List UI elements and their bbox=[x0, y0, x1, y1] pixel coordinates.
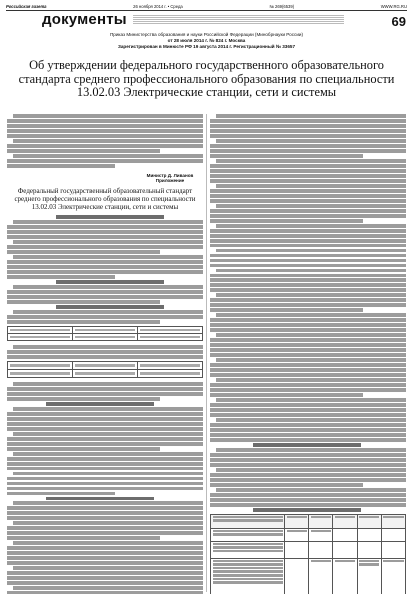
cell-text bbox=[75, 329, 135, 332]
table-cell bbox=[8, 334, 73, 341]
document-title: Об утверждении федерального государственного образовательного стандарта среднего профессионального образования по специальности 13.02.03 Электрические станции, сети и системы bbox=[18, 58, 395, 100]
text-line bbox=[7, 526, 203, 530]
text-line bbox=[359, 563, 379, 566]
table-cell bbox=[285, 541, 309, 558]
text-line bbox=[210, 478, 406, 482]
text-line bbox=[7, 591, 203, 594]
text-line bbox=[7, 355, 203, 359]
text-line bbox=[210, 174, 406, 178]
text-line bbox=[7, 457, 203, 461]
text-line bbox=[7, 531, 203, 535]
text-line bbox=[210, 129, 406, 133]
table-1 bbox=[7, 326, 203, 341]
text-line bbox=[216, 293, 406, 297]
text-line bbox=[210, 144, 406, 148]
text-line bbox=[210, 433, 406, 437]
text-line bbox=[13, 114, 203, 118]
table-row bbox=[8, 361, 203, 369]
text-line bbox=[7, 149, 160, 153]
text-line bbox=[210, 318, 406, 322]
text-line bbox=[210, 453, 406, 457]
text-line bbox=[210, 119, 406, 123]
text-line bbox=[7, 134, 203, 138]
table-cell bbox=[333, 528, 357, 541]
text-line bbox=[7, 225, 203, 229]
text-line bbox=[7, 462, 203, 466]
text-line bbox=[7, 427, 203, 431]
text-line bbox=[13, 407, 203, 411]
text-line bbox=[7, 129, 203, 133]
text-line bbox=[7, 265, 203, 269]
section-header bbox=[42, 12, 344, 26]
text-line bbox=[13, 154, 203, 158]
cell-text bbox=[75, 336, 135, 339]
text-line bbox=[7, 511, 203, 515]
table-cell bbox=[8, 327, 73, 334]
cell-text bbox=[140, 329, 200, 332]
text-line bbox=[7, 144, 203, 148]
issue-number: № 269(6539) bbox=[269, 3, 295, 9]
table-cell bbox=[73, 361, 138, 369]
cell-text bbox=[140, 372, 200, 375]
text-line bbox=[210, 368, 406, 372]
text-line bbox=[213, 543, 283, 546]
text-line bbox=[7, 397, 160, 401]
text-line bbox=[210, 343, 406, 347]
table-row bbox=[211, 528, 406, 541]
text-line bbox=[7, 477, 203, 481]
text-line bbox=[210, 124, 406, 128]
text-line bbox=[216, 418, 406, 422]
text-line bbox=[13, 472, 203, 476]
text-line bbox=[13, 382, 203, 386]
text-line bbox=[210, 189, 406, 193]
issue-date: 26 ноября 2014 г. • Среда bbox=[133, 3, 183, 9]
order-date-number: от 28 июля 2014 г. № 824 г. Москва bbox=[167, 38, 246, 44]
minister-signature bbox=[137, 173, 203, 184]
text-line bbox=[7, 295, 203, 299]
text-line bbox=[210, 503, 406, 507]
text-line bbox=[216, 249, 406, 253]
text-line bbox=[210, 179, 406, 183]
table-cell bbox=[211, 514, 285, 528]
text-line bbox=[7, 576, 203, 580]
text-line bbox=[46, 402, 154, 406]
table-cell bbox=[309, 528, 333, 541]
text-line bbox=[7, 536, 160, 540]
text-line bbox=[210, 403, 406, 407]
text-line bbox=[7, 230, 203, 234]
text-line bbox=[7, 546, 203, 550]
table-cell bbox=[309, 541, 333, 558]
table-row bbox=[8, 327, 203, 334]
text-line bbox=[210, 383, 406, 387]
cell-text bbox=[140, 364, 200, 367]
table-cell bbox=[138, 327, 203, 334]
table-cell bbox=[138, 334, 203, 341]
text-line bbox=[287, 516, 307, 519]
text-line bbox=[7, 506, 203, 510]
table-cell bbox=[8, 361, 73, 369]
text-line bbox=[7, 124, 203, 128]
text-line bbox=[210, 149, 406, 153]
table-cell bbox=[211, 558, 285, 594]
text-line bbox=[216, 448, 406, 452]
table-row bbox=[211, 514, 406, 528]
text-line bbox=[216, 269, 406, 273]
minister-name: Министр Д. Ливанов bbox=[146, 172, 194, 178]
text-line bbox=[7, 300, 160, 304]
text-line bbox=[210, 264, 406, 268]
text-line bbox=[383, 560, 403, 563]
table-cell bbox=[357, 541, 381, 558]
order-issuer: Приказ Министерства образования и науки Российской Федерации (Минобрнауки России) bbox=[110, 32, 303, 37]
text-line bbox=[13, 345, 203, 349]
text-line bbox=[210, 328, 406, 332]
text-line bbox=[213, 560, 283, 563]
table-cell bbox=[381, 558, 405, 594]
text-line bbox=[210, 254, 406, 258]
text-line bbox=[7, 467, 203, 471]
text-line bbox=[7, 487, 203, 491]
table-cell bbox=[211, 541, 285, 558]
text-line bbox=[13, 432, 203, 436]
text-line bbox=[210, 154, 363, 158]
text-line bbox=[7, 290, 203, 294]
text-line bbox=[359, 560, 379, 563]
text-line bbox=[210, 234, 406, 238]
text-line bbox=[335, 560, 355, 563]
text-line bbox=[216, 139, 406, 143]
cell-text bbox=[10, 364, 70, 367]
text-line bbox=[7, 447, 160, 451]
table-cell bbox=[285, 528, 309, 541]
text-line bbox=[210, 408, 406, 412]
text-line bbox=[311, 560, 331, 563]
text-line bbox=[213, 567, 283, 570]
standard-heading: Федеральный государственный образовательный стандарт среднего профессионального образования по специальности 13.02.03 Электрические станции, сети и системы bbox=[14, 186, 196, 212]
text-line bbox=[7, 556, 203, 560]
text-line bbox=[7, 482, 203, 486]
text-line bbox=[7, 412, 203, 416]
text-line bbox=[213, 574, 283, 577]
text-line bbox=[216, 204, 406, 208]
text-line bbox=[210, 463, 406, 467]
table-cell bbox=[138, 361, 203, 369]
table-cell bbox=[285, 514, 309, 528]
table-cell bbox=[73, 327, 138, 334]
text-line bbox=[213, 570, 283, 573]
text-line bbox=[13, 255, 203, 259]
text-line bbox=[210, 393, 363, 397]
section-label: документы bbox=[42, 10, 127, 28]
text-line bbox=[13, 310, 203, 314]
text-line bbox=[216, 398, 406, 402]
text-line bbox=[210, 483, 363, 487]
text-line bbox=[13, 240, 203, 244]
section-rule bbox=[133, 15, 344, 24]
text-line bbox=[13, 566, 203, 570]
cell-text bbox=[10, 336, 70, 339]
text-line bbox=[7, 159, 203, 163]
table-cell bbox=[381, 528, 405, 541]
text-line bbox=[7, 571, 203, 575]
text-line bbox=[7, 164, 115, 168]
text-line bbox=[7, 235, 203, 239]
table-cell bbox=[333, 558, 357, 594]
text-line bbox=[7, 275, 115, 279]
text-line bbox=[213, 546, 283, 549]
text-line bbox=[213, 516, 283, 519]
column-divider bbox=[206, 114, 207, 592]
text-line bbox=[311, 516, 331, 519]
text-line bbox=[216, 378, 406, 382]
text-line bbox=[216, 184, 406, 188]
text-line bbox=[335, 516, 355, 519]
text-line bbox=[210, 493, 406, 497]
text-line bbox=[7, 245, 203, 249]
text-line bbox=[7, 320, 160, 324]
text-line bbox=[210, 199, 406, 203]
text-line bbox=[7, 516, 203, 520]
text-line bbox=[7, 350, 203, 354]
text-line bbox=[13, 452, 203, 456]
text-line bbox=[210, 373, 406, 377]
text-line bbox=[213, 550, 283, 553]
table-cell bbox=[309, 514, 333, 528]
table-2 bbox=[7, 361, 203, 378]
text-line bbox=[216, 333, 406, 337]
text-line bbox=[7, 561, 203, 565]
table-cell bbox=[285, 558, 309, 594]
text-line bbox=[213, 530, 283, 533]
table-cell bbox=[211, 528, 285, 541]
text-line bbox=[213, 581, 283, 584]
table-row bbox=[211, 541, 406, 558]
text-line bbox=[56, 280, 164, 284]
text-line bbox=[7, 417, 203, 421]
table-cell bbox=[357, 558, 381, 594]
text-line bbox=[210, 438, 406, 442]
order-header bbox=[20, 32, 393, 51]
text-line bbox=[7, 387, 203, 391]
text-line bbox=[7, 442, 203, 446]
text-line bbox=[210, 308, 363, 312]
text-line bbox=[383, 516, 403, 519]
text-line bbox=[210, 259, 406, 263]
text-line bbox=[210, 303, 406, 307]
text-line bbox=[210, 498, 406, 502]
text-line bbox=[359, 516, 379, 519]
text-line bbox=[7, 392, 203, 396]
text-line bbox=[210, 283, 406, 287]
text-line bbox=[210, 134, 406, 138]
text-line bbox=[210, 274, 406, 278]
text-line bbox=[216, 313, 406, 317]
text-line bbox=[210, 338, 406, 342]
text-line bbox=[311, 530, 331, 533]
text-line bbox=[7, 422, 203, 426]
table-row bbox=[8, 369, 203, 377]
text-line bbox=[13, 285, 203, 289]
text-line bbox=[210, 164, 406, 168]
table-cell bbox=[357, 514, 381, 528]
right-column bbox=[210, 114, 406, 594]
table-cell bbox=[309, 558, 333, 594]
text-line bbox=[7, 250, 160, 254]
newspaper-name: Российская газета bbox=[6, 3, 47, 9]
cell-text bbox=[10, 372, 70, 375]
text-line bbox=[7, 315, 203, 319]
text-line bbox=[210, 209, 406, 213]
text-line bbox=[7, 492, 115, 496]
text-line bbox=[253, 508, 361, 512]
table-cell bbox=[357, 528, 381, 541]
text-line bbox=[287, 530, 307, 533]
cell-text bbox=[10, 329, 70, 332]
text-line bbox=[216, 488, 406, 492]
text-line bbox=[210, 219, 363, 223]
text-line bbox=[216, 468, 406, 472]
text-line bbox=[210, 214, 406, 218]
cell-text bbox=[75, 372, 135, 375]
table-row bbox=[8, 334, 203, 341]
text-line bbox=[7, 581, 203, 585]
text-line bbox=[210, 298, 406, 302]
text-line bbox=[210, 194, 406, 198]
text-line bbox=[210, 288, 406, 292]
text-line bbox=[210, 388, 406, 392]
text-line bbox=[46, 497, 154, 501]
text-line bbox=[213, 563, 283, 566]
table-cell bbox=[381, 541, 405, 558]
text-line bbox=[13, 586, 203, 590]
text-line bbox=[13, 541, 203, 545]
cell-text bbox=[140, 336, 200, 339]
text-line bbox=[210, 244, 406, 248]
text-line bbox=[210, 473, 406, 477]
text-line bbox=[253, 443, 361, 447]
text-line bbox=[210, 278, 406, 282]
curriculum-table bbox=[210, 514, 406, 594]
text-line bbox=[7, 270, 203, 274]
page-number: 69 bbox=[391, 14, 406, 29]
text-line bbox=[210, 423, 406, 427]
text-line bbox=[210, 323, 406, 327]
text-line bbox=[216, 358, 406, 362]
table-cell bbox=[381, 514, 405, 528]
text-line bbox=[56, 305, 164, 309]
text-line bbox=[210, 353, 406, 357]
text-line bbox=[7, 437, 203, 441]
text-line bbox=[210, 239, 406, 243]
text-line bbox=[7, 551, 203, 555]
text-line bbox=[7, 260, 203, 264]
text-line bbox=[13, 139, 203, 143]
text-line bbox=[213, 519, 283, 522]
text-line bbox=[213, 533, 283, 536]
website: WWW.RG.RU bbox=[380, 3, 407, 9]
text-line bbox=[213, 578, 283, 581]
appendix-label: Приложение bbox=[155, 178, 185, 184]
text-line bbox=[210, 428, 406, 432]
cell-text bbox=[75, 364, 135, 367]
text-line bbox=[13, 501, 203, 505]
table-cell bbox=[333, 514, 357, 528]
text-line bbox=[216, 114, 406, 118]
table-cell bbox=[73, 369, 138, 377]
text-line bbox=[210, 169, 406, 173]
text-line bbox=[210, 363, 406, 367]
text-line bbox=[56, 215, 164, 219]
order-registration: Зарегистрирован в Минюсте РФ 19 августа 2014 г. Регистрационный № 33657 bbox=[117, 44, 296, 50]
table-cell bbox=[73, 334, 138, 341]
table-cell bbox=[138, 369, 203, 377]
text-line bbox=[216, 159, 406, 163]
text-line bbox=[210, 229, 406, 233]
text-line bbox=[216, 224, 406, 228]
table-cell bbox=[8, 369, 73, 377]
text-line bbox=[210, 348, 406, 352]
text-line bbox=[7, 119, 203, 123]
text-line bbox=[13, 521, 203, 525]
text-line bbox=[13, 220, 203, 224]
text-line bbox=[210, 413, 406, 417]
table-row bbox=[211, 558, 406, 594]
text-line bbox=[210, 458, 406, 462]
left-column bbox=[7, 114, 203, 594]
table-cell bbox=[333, 541, 357, 558]
